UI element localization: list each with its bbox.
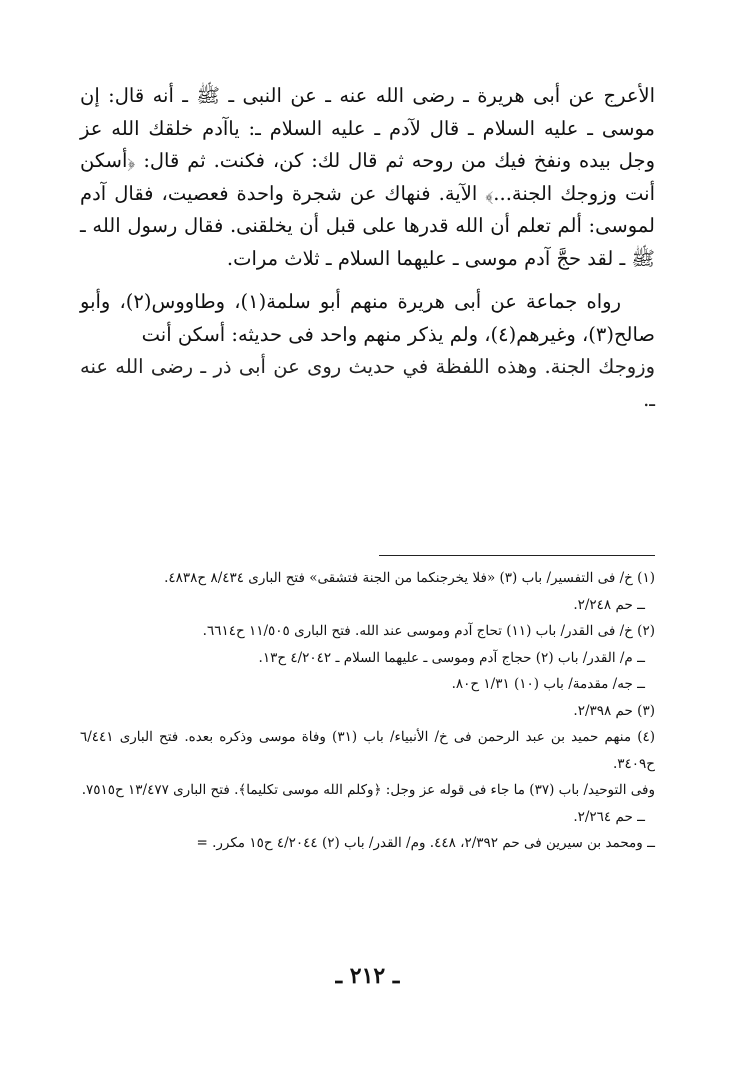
footnotes: [80, 565, 655, 857]
footnote-2-ref-muslim: ــ م/ القدر/ باب (٢) حجاج آدم وموسى ـ عليهما السلام ـ ٤/٢٠٤٢ ح١٣.: [258, 649, 645, 666]
footnote-2-ref-ibn-majah: ــ جه/ مقدمة/ باب (١٠) ١/٣١ ح٨٠.: [451, 676, 645, 692]
footnote-4-ibn-sirin: ــ ومحمد بن سيرين فى حم ٢/٣٩٢، ٤٤٨. وم/ القدر/ باب (٢) ٤/٢٠٤٤ ح١٥ مكرر. =: [196, 835, 655, 851]
footnote-1-ref: ــ حم ٢/٢٤٨.: [573, 596, 645, 613]
paragraph-narrators: رواه جماعة عن أبى هريرة منهم أبو سلمة(١)، وطاووس(٢)، وأبو صالح(٣)، وغيرهم(٤)، ولم يذكر منهم واحد فى حديثه: أسكن أنت: [80, 290, 655, 346]
footnote-4-tawhid: وفى التوحيد/ باب (٣٧) ما جاء فى قوله عز وجل: ﴿وكلم الله موسى تكليما﴾. فتح البارى ١٣/٤٧٧ ح٧٥١٥.: [81, 782, 655, 798]
footnote-1: (١) خ/ فى التفسير/ باب (٣) «فلا يخرجنكما من الجنة فتشقى» فتح البارى ٨/٤٣٤ ح٤٨٣٨.: [164, 570, 655, 586]
page-number: ـ ٢١٢ ـ: [335, 963, 400, 989]
paragraph-hadith: الأعرج عن أبى هريرة ـ رضى الله عنه ـ عن النبى ـ ﷺ ـ أنه قال: إن موسى ـ عليه السلام ـ قال لآدم ـ عليه السلام ـ: ياآدم خلقك الله عز وجل بيده ونفخ فيك من روحه ثم قال لك: كن، فكنت. ثم قال: ﴿أسكن أنت وزوجك الجنة...﴾ الآية. فنهاك عن شجرة واحدة فعصيت، فقال آدم لموسى: ألم تعلم أن الله قدرها على قبل أن يخلقنى. فقال رسول الله ـ ﷺ ـ لقد حجَّ آدم موسى ـ عليهما السلام ـ ثلاث مرات.: [80, 84, 655, 270]
main-text: [80, 80, 655, 416]
footnote-2: (٢) خ/ فى القدر/ باب (١١) تحاج آدم وموسى عند الله. فتح البارى ١١/٥٠٥ ح٦٦١٤.: [202, 623, 655, 639]
paragraph-abu-dharr: وزوجك الجنة. وهذه اللفظة في حديث روى عن أبى ذر ـ رضى الله عنه ـ.: [80, 355, 655, 411]
footnote-divider: [379, 555, 655, 556]
footnote-4-ref: ــ حم ٢/٢٦٤.: [573, 808, 645, 825]
footnote-4: (٤) منهم حميد بن عبد الرحمن فى خ/ الأنبياء/ باب (٣١) وفاة موسى وذكره بعده. فتح البارى ٦/٤٤١ ح٣٤٠٩.: [80, 729, 656, 772]
footnote-3: (٣) حم ٢/٣٩٨.: [573, 702, 655, 719]
